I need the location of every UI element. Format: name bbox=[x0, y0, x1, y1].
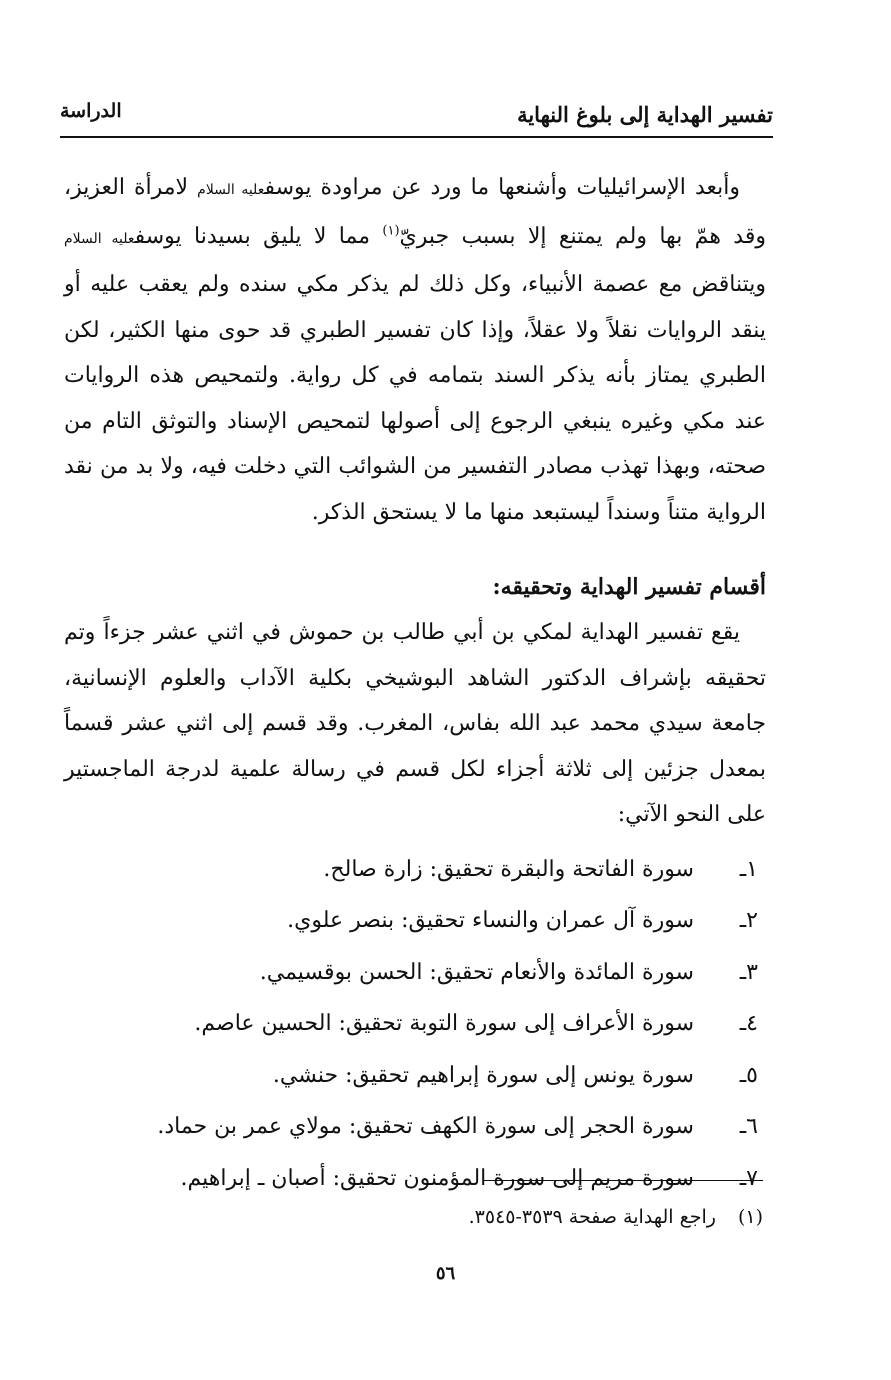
section-heading: أقسام تفسير الهداية وتحقيقه: bbox=[492, 574, 766, 600]
volume-list bbox=[64, 844, 766, 1205]
list-item bbox=[64, 844, 766, 896]
list-item-text: سورة آل عمران والنساء تحقيق: بنصر علوي. bbox=[287, 908, 694, 933]
list-item bbox=[64, 1153, 766, 1205]
list-item-number: ١ـ bbox=[739, 856, 758, 882]
para1-text-b: لامرأة العزيز، وقد همّ بها ولم يمتنع إلا بسبب جبريّ bbox=[64, 175, 766, 249]
paragraph-divisions: يقع تفسير الهداية لمكي بن أبي طالب بن حموش في اثني عشر جزءاً وتم تحقيقه بإشراف الدكتور الشاهد البوشيخي بكلية الآداب والعلوم الإنسانية، جامعة سيدي محمد عبد الله بفاس، المغرب. وقد قسم إلى اثني عشر قسماً بمعدل جزئين إلى ثلاثة أجزاء لكل قسم في رسالة علمية لدرجة الماجستير على النحو الآتي: bbox=[64, 620, 766, 827]
list-item-text: سورة يونس إلى سورة إبراهيم تحقيق: حنشي. bbox=[272, 1062, 694, 1088]
list-item bbox=[64, 998, 766, 1050]
honorific-phrase-2: عليه السلام bbox=[64, 230, 135, 247]
list-item-text: سورة الحجر إلى سورة الكهف تحقيق: مولاي عمر بن حماد. bbox=[157, 1114, 694, 1139]
footnote-reference[interactable]: (١) bbox=[382, 223, 400, 239]
para1-text-d: ويتناقض مع عصمة الأنبياء، وكل ذلك لم يذكر مكي سنده ولم يعقب عليه أو ينقد الروايات نقلاً ولا عقلاً، وإذا كان تفسير الطبري قد حوى منها الكثير، لكن الطبري يمتاز بأنه يذكر السند بتمامه في كل رواية. ولتمحيص هذه الروايات عند مكي وغيره ينبغي الرجوع إلى أصولها لتمحيص الإسناد والتوثق التام من صحته، وبهذا تهذب مصادر التفسير من الشوائب التي دخلت فيه، ولا بد من نقد الرواية متناً وسنداً ليستبعد منها ما لا يستحق الذكر. bbox=[64, 272, 766, 525]
para1-text-a: وأبعد الإسرائيليات وأشنعها ما ورد عن مراودة يوسف bbox=[264, 175, 740, 200]
list-item-number: ٢ـ bbox=[739, 908, 758, 933]
list-item-number: ٧ـ bbox=[739, 1165, 758, 1191]
page-number: ٥٦ bbox=[435, 1263, 456, 1284]
book-title: تفسير الهداية إلى بلوغ النهاية bbox=[517, 102, 773, 127]
list-item-text: سورة المائدة والأنعام تحقيق: الحسن بوقسيمي. bbox=[259, 959, 694, 985]
para1-text-c: مما لا يليق بسيدنا يوسف bbox=[134, 223, 383, 249]
list-item-number: ٣ـ bbox=[739, 959, 758, 985]
footnote-divider bbox=[483, 1180, 763, 1181]
list-item bbox=[64, 1050, 766, 1102]
list-item-number: ٦ـ bbox=[739, 1114, 758, 1139]
running-header bbox=[60, 96, 773, 138]
section-title: الدراسة bbox=[60, 100, 122, 122]
list-item bbox=[64, 1101, 766, 1153]
footnote-text: راجع الهداية صفحة ٣٥٣٩-٣٥٤٥. bbox=[468, 1206, 716, 1228]
list-item-text: سورة مريم إلى سورة المؤمنون تحقيق: أصبان ـ إبراهيم. bbox=[180, 1165, 694, 1191]
paragraph-israiliyyat bbox=[64, 165, 766, 535]
list-item-text: سورة الأعراف إلى سورة التوبة تحقيق: الحسين عاصم. bbox=[194, 1011, 694, 1036]
honorific-phrase: عليه السلام bbox=[197, 182, 265, 198]
footnote-number: (١) bbox=[737, 1206, 763, 1228]
list-item-number: ٤ـ bbox=[739, 1011, 758, 1036]
footnote bbox=[469, 1206, 763, 1228]
list-item bbox=[64, 895, 766, 947]
page-body bbox=[64, 165, 766, 1204]
list-item bbox=[64, 947, 766, 999]
list-item-text: سورة الفاتحة والبقرة تحقيق: زارة صالح. bbox=[323, 856, 694, 882]
list-item-number: ٥ـ bbox=[739, 1062, 758, 1088]
